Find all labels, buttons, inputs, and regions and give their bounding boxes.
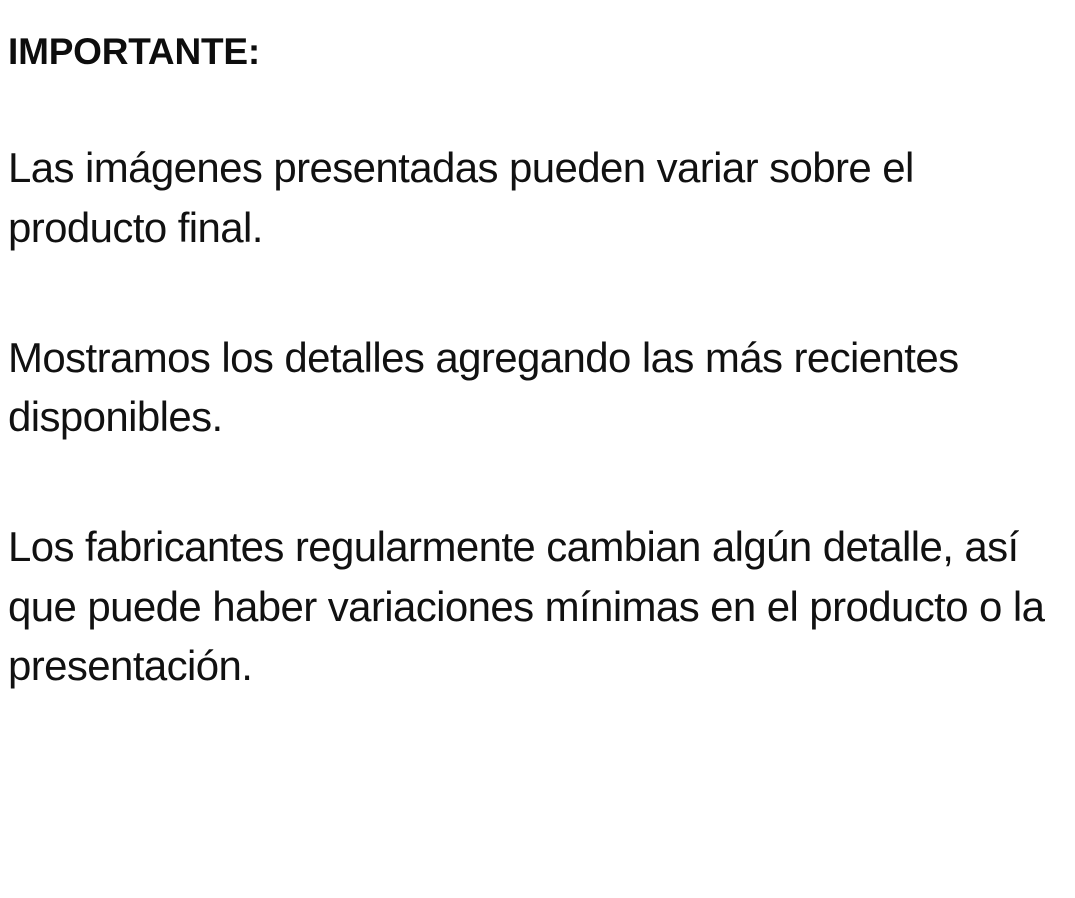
notice-heading: IMPORTANTE: [8, 31, 260, 72]
spacer-between-paragraph-2-and-3 [8, 447, 1067, 517]
notice-paragraph-1: Las imágenes presentadas pueden variar sobre el producto final. [8, 144, 914, 252]
notice-paragraph-3: Los fabricantes regularmente cambian algún detalle, así que puede haber variaciones mínimas en el producto o la presentación. [8, 522, 1045, 690]
notice-paragraph-2: Mostramos los detalles agregando las más recientes disponibles. [8, 333, 959, 441]
spacer-after-heading [8, 74, 1067, 138]
spacer-between-paragraph-1-and-2 [8, 258, 1067, 328]
